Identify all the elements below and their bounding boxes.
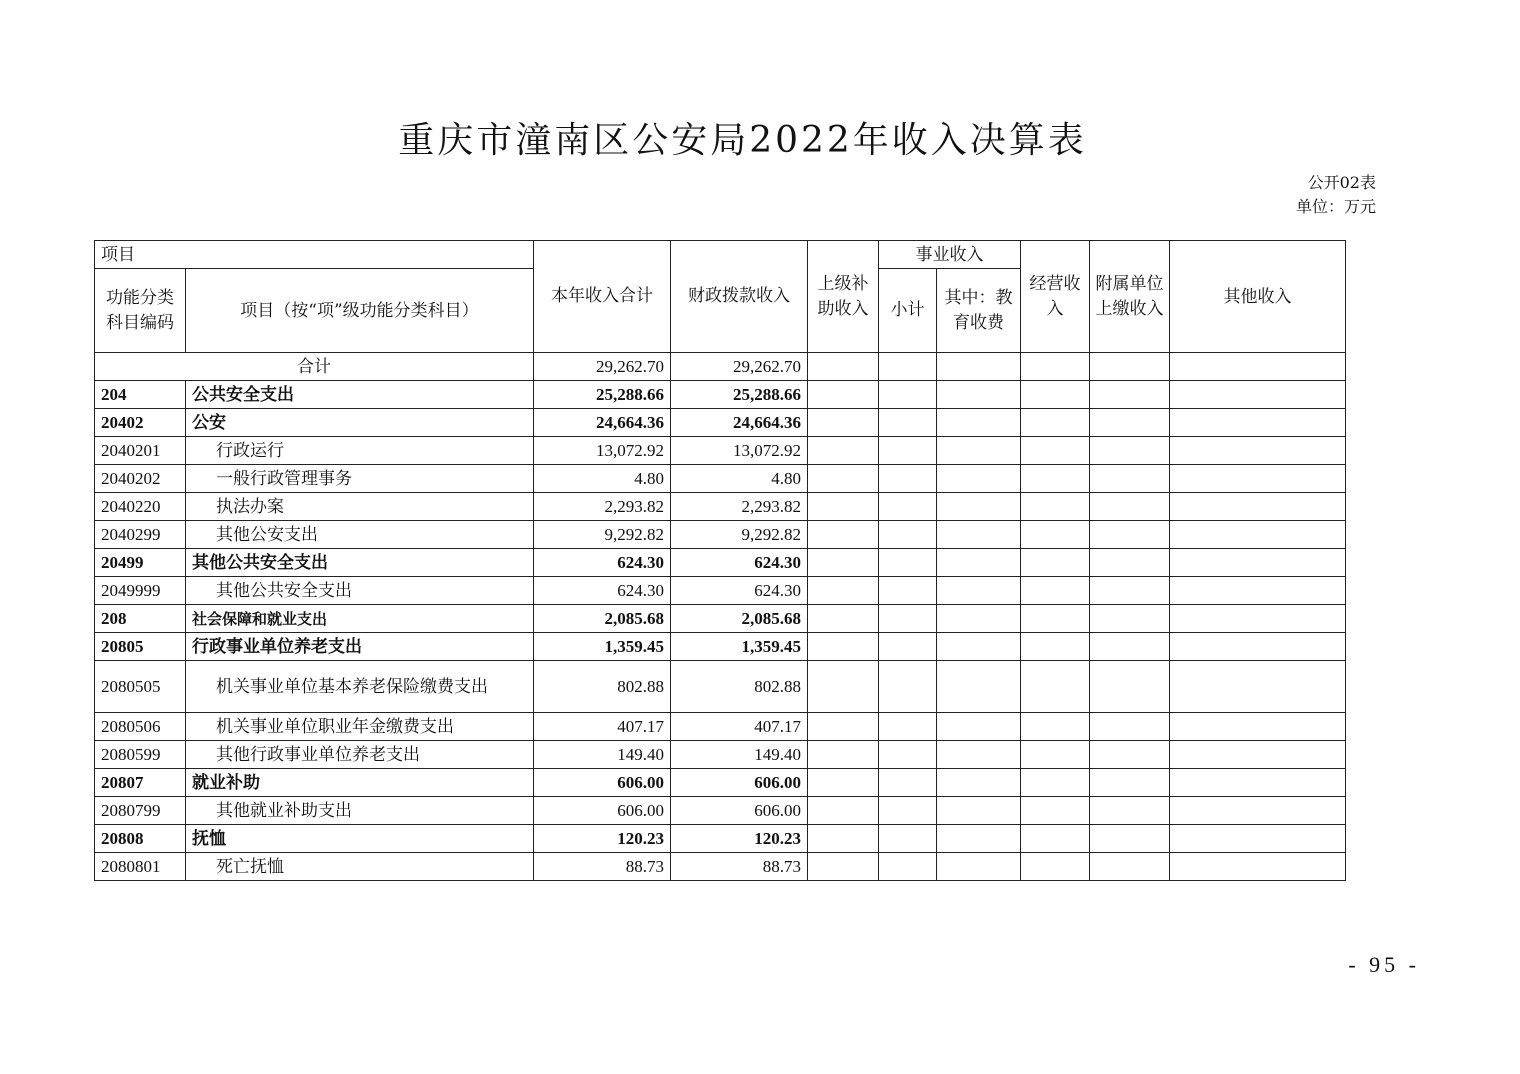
row-fiscal-grant: 24,664.36 [671, 409, 808, 437]
empty-cell [1090, 633, 1170, 661]
row-name: 抚恤 [186, 825, 534, 853]
empty-cell [1090, 825, 1170, 853]
empty-cell [1090, 437, 1170, 465]
row-code: 2040299 [95, 521, 186, 549]
empty-cell [937, 381, 1021, 409]
row-total-income: 606.00 [534, 769, 671, 797]
total-row [95, 353, 1346, 381]
row-code: 2040202 [95, 465, 186, 493]
row-name: 行政事业单位养老支出 [186, 633, 534, 661]
empty-cell [808, 409, 879, 437]
row-code: 20499 [95, 549, 186, 577]
row-name: 死亡抚恤 [186, 853, 534, 881]
row-code: 20402 [95, 409, 186, 437]
row-total-income: 25,288.66 [534, 381, 671, 409]
row-code: 208 [95, 605, 186, 633]
row-total-income: 24,664.36 [534, 409, 671, 437]
empty-cell [1021, 381, 1090, 409]
row-total-income: 13,072.92 [534, 437, 671, 465]
empty-cell [1021, 633, 1090, 661]
empty-cell [937, 409, 1021, 437]
empty-cell [879, 633, 937, 661]
header-func-code: 功能分类科目编码 [95, 269, 186, 353]
table-row [95, 409, 1346, 437]
row-name: 社会保障和就业支出 [186, 605, 534, 633]
empty-cell [808, 577, 879, 605]
row-code: 2049999 [95, 577, 186, 605]
empty-cell [808, 797, 879, 825]
form-number: 公开02表 [1307, 173, 1376, 192]
empty-cell [937, 577, 1021, 605]
empty-cell [1021, 769, 1090, 797]
empty-cell [879, 769, 937, 797]
row-fiscal-grant: 4.80 [671, 465, 808, 493]
empty-cell [879, 409, 937, 437]
row-code: 20807 [95, 769, 186, 797]
empty-cell [808, 605, 879, 633]
empty-cell [1170, 577, 1346, 605]
empty-cell [1090, 797, 1170, 825]
empty-cell [937, 465, 1021, 493]
row-total-income: 1,359.45 [534, 633, 671, 661]
row-code: 2040220 [95, 493, 186, 521]
row-name: 机关事业单位基本养老保险缴费支出 [186, 661, 534, 713]
row-code: 204 [95, 381, 186, 409]
row-total-income: 2,293.82 [534, 493, 671, 521]
empty-cell [1021, 409, 1090, 437]
row-code: 2080505 [95, 661, 186, 713]
empty-cell [808, 493, 879, 521]
row-total-income: 2,085.68 [534, 605, 671, 633]
empty-cell [1170, 381, 1346, 409]
empty-cell [1170, 769, 1346, 797]
table-row [95, 605, 1346, 633]
empty-cell [808, 853, 879, 881]
row-name: 公共安全支出 [186, 381, 534, 409]
empty-cell [937, 853, 1021, 881]
row-fiscal-grant: 606.00 [671, 769, 808, 797]
empty-cell [879, 825, 937, 853]
empty-cell [808, 521, 879, 549]
empty-cell [1090, 769, 1170, 797]
empty-cell [1021, 713, 1090, 741]
page-title: 重庆市潼南区公安局2022年收入决算表 [398, 120, 1087, 161]
empty-cell [1021, 853, 1090, 881]
row-name: 其他就业补助支出 [186, 797, 534, 825]
row-code: 20808 [95, 825, 186, 853]
total-label: 合计 [95, 353, 534, 381]
empty-cell [1170, 549, 1346, 577]
row-fiscal-grant: 13,072.92 [671, 437, 808, 465]
empty-cell [1021, 741, 1090, 769]
empty-cell [1090, 381, 1170, 409]
header-item-name: 项目（按“项”级功能分类科目） [186, 269, 534, 353]
row-fiscal-grant: 88.73 [671, 853, 808, 881]
empty-cell [1170, 825, 1346, 853]
table-row [95, 437, 1346, 465]
empty-cell [1170, 853, 1346, 881]
row-fiscal-grant: 9,292.82 [671, 521, 808, 549]
empty-cell [1090, 521, 1170, 549]
empty-cell [1090, 661, 1170, 713]
empty-cell [1021, 825, 1090, 853]
empty-cell [879, 713, 937, 741]
empty-cell [937, 437, 1021, 465]
header-education-fee: 其中：教育收费 [937, 269, 1021, 353]
row-name: 其他公共安全支出 [186, 549, 534, 577]
row-code: 2080801 [95, 853, 186, 881]
empty-cell [808, 769, 879, 797]
empty-cell [1021, 549, 1090, 577]
empty-cell [879, 577, 937, 605]
empty-cell [1021, 577, 1090, 605]
empty-cell [1021, 465, 1090, 493]
table-row [95, 769, 1346, 797]
empty-cell [1090, 713, 1170, 741]
header-total-income: 本年收入合计 [534, 241, 671, 353]
table-row [95, 825, 1346, 853]
row-total-income: 802.88 [534, 661, 671, 713]
empty-cell [808, 437, 879, 465]
row-fiscal-grant: 624.30 [671, 577, 808, 605]
empty-cell [879, 797, 937, 825]
empty-cell [1090, 409, 1170, 437]
empty-cell [879, 437, 937, 465]
page-number: - 95 - [1348, 952, 1420, 977]
empty-cell [1090, 577, 1170, 605]
header-project: 项目 [95, 241, 534, 269]
empty-cell [879, 853, 937, 881]
empty-cell [808, 825, 879, 853]
empty-cell [937, 633, 1021, 661]
empty-cell [1170, 437, 1346, 465]
empty-cell [937, 549, 1021, 577]
empty-cell [1170, 493, 1346, 521]
empty-cell [1170, 741, 1346, 769]
unit-label: 单位：万元 [1295, 197, 1376, 216]
total-income-value: 29,262.70 [534, 353, 671, 381]
empty-cell [1090, 465, 1170, 493]
row-total-income: 407.17 [534, 713, 671, 741]
header-business-income: 事业收入 [879, 241, 1021, 269]
row-fiscal-grant: 802.88 [671, 661, 808, 713]
row-fiscal-grant: 1,359.45 [671, 633, 808, 661]
row-total-income: 149.40 [534, 741, 671, 769]
empty-cell [808, 549, 879, 577]
row-code: 2080506 [95, 713, 186, 741]
row-fiscal-grant: 120.23 [671, 825, 808, 853]
empty-cell [1170, 605, 1346, 633]
empty-cell [808, 661, 879, 713]
empty-cell [1170, 661, 1346, 713]
empty-cell [879, 661, 937, 713]
empty-cell [1170, 409, 1346, 437]
empty-cell [937, 741, 1021, 769]
row-fiscal-grant: 25,288.66 [671, 381, 808, 409]
table-row [95, 521, 1346, 549]
empty-cell [808, 713, 879, 741]
header-affiliated-income: 附属单位上缴收入 [1090, 241, 1170, 353]
empty-cell [1170, 521, 1346, 549]
empty-cell [879, 521, 937, 549]
total-fiscal-value: 29,262.70 [671, 353, 808, 381]
header-subtotal: 小计 [879, 269, 937, 353]
empty-cell [879, 465, 937, 493]
table-row [95, 549, 1346, 577]
row-code: 2080599 [95, 741, 186, 769]
empty-cell [1021, 661, 1090, 713]
empty-cell [1170, 465, 1346, 493]
header-fiscal-grant: 财政拨款收入 [671, 241, 808, 353]
row-total-income: 606.00 [534, 797, 671, 825]
row-name: 机关事业单位职业年金缴费支出 [186, 713, 534, 741]
empty-cell [1021, 521, 1090, 549]
table-row [95, 797, 1346, 825]
row-total-income: 9,292.82 [534, 521, 671, 549]
row-fiscal-grant: 2,085.68 [671, 605, 808, 633]
empty-cell [808, 633, 879, 661]
table-row [95, 713, 1346, 741]
empty-cell [1170, 713, 1346, 741]
empty-cell [937, 797, 1021, 825]
row-fiscal-grant: 2,293.82 [671, 493, 808, 521]
empty-cell [1021, 437, 1090, 465]
table-row [95, 633, 1346, 661]
empty-cell [879, 381, 937, 409]
empty-cell [937, 493, 1021, 521]
row-fiscal-grant: 624.30 [671, 549, 808, 577]
empty-cell [937, 661, 1021, 713]
row-total-income: 624.30 [534, 577, 671, 605]
empty-cell [1170, 633, 1346, 661]
income-table [94, 240, 1346, 881]
row-name: 就业补助 [186, 769, 534, 797]
row-code: 2040201 [95, 437, 186, 465]
empty-cell [1021, 493, 1090, 521]
empty-cell [808, 741, 879, 769]
empty-cell [937, 825, 1021, 853]
row-name: 执法办案 [186, 493, 534, 521]
row-fiscal-grant: 606.00 [671, 797, 808, 825]
table-row [95, 465, 1346, 493]
row-code: 20805 [95, 633, 186, 661]
row-total-income: 120.23 [534, 825, 671, 853]
table-row [95, 493, 1346, 521]
empty-cell [879, 605, 937, 633]
empty-cell [1021, 605, 1090, 633]
row-code: 2080799 [95, 797, 186, 825]
empty-cell [879, 549, 937, 577]
row-name: 公安 [186, 409, 534, 437]
empty-cell [1090, 493, 1170, 521]
empty-cell [879, 741, 937, 769]
row-total-income: 4.80 [534, 465, 671, 493]
table-row [95, 853, 1346, 881]
row-name: 一般行政管理事务 [186, 465, 534, 493]
empty-cell [1090, 605, 1170, 633]
empty-cell [937, 521, 1021, 549]
table-row [95, 661, 1346, 713]
empty-cell [1170, 797, 1346, 825]
row-total-income: 624.30 [534, 549, 671, 577]
empty-cell [1090, 741, 1170, 769]
table-row [95, 741, 1346, 769]
table-row [95, 577, 1346, 605]
row-fiscal-grant: 407.17 [671, 713, 808, 741]
header-other-income: 其他收入 [1170, 241, 1346, 353]
header-operating-income: 经营收入 [1021, 241, 1090, 353]
empty-cell [879, 493, 937, 521]
header-upper-subsidy: 上级补助收入 [808, 241, 879, 353]
row-name: 其他行政事业单位养老支出 [186, 741, 534, 769]
empty-cell [937, 769, 1021, 797]
empty-cell [1090, 853, 1170, 881]
row-name: 其他公安支出 [186, 521, 534, 549]
row-name: 行政运行 [186, 437, 534, 465]
empty-cell [808, 381, 879, 409]
row-name: 其他公共安全支出 [186, 577, 534, 605]
row-fiscal-grant: 149.40 [671, 741, 808, 769]
empty-cell [937, 713, 1021, 741]
table-row [95, 381, 1346, 409]
row-total-income: 88.73 [534, 853, 671, 881]
empty-cell [937, 605, 1021, 633]
empty-cell [1021, 797, 1090, 825]
empty-cell [1090, 549, 1170, 577]
empty-cell [808, 465, 879, 493]
